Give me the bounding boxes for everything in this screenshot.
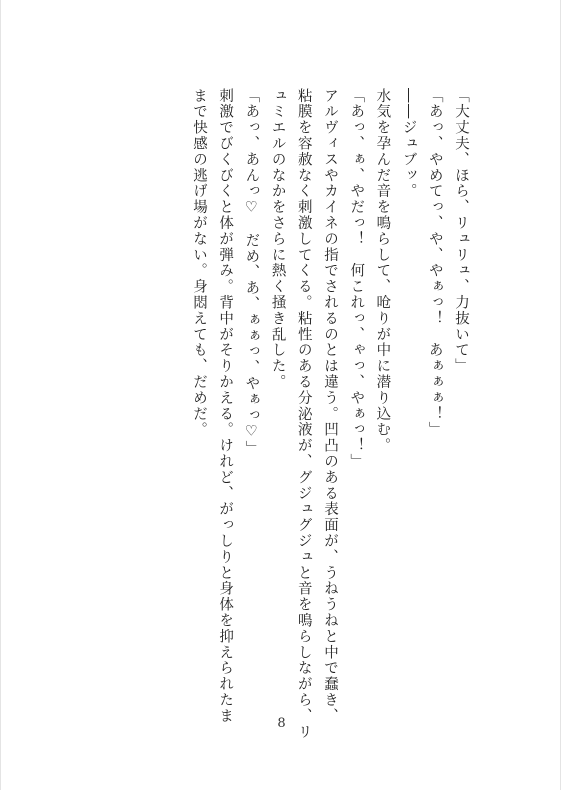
text-line: アルヴィスやカイネの指でされるのとは違う。凹凸のある表面が、うねうねと中で蠢き、 [321, 88, 338, 724]
text-line: ュミエルのなかをさらに熱く掻き乱した。 [269, 88, 286, 391]
text-line: まで快感の逃げ場がない。身悶えても、だめだ。 [190, 88, 207, 438]
text-line: 「大丈夫、ほら、リュリュ、力抜いて」 [453, 88, 469, 375]
text-line: 「あっ、やめてっ、や、やぁっ！ あぁぁぁ！」 [426, 88, 443, 438]
text-line: 粘膜を容赦なく刺激してくる。粘性のある分泌液が、グジュグジュと音を鳴らしながら、リ [295, 88, 312, 740]
text-line: 「あっ、あんっ♡ だめ、あ、ぁぁっ、やぁっ♡」 [243, 88, 260, 457]
text-line: 刺激でびくびくと体が弾み。背中がそりかえる。けれど、がっしりと身体を抑えられたま [217, 88, 234, 724]
text-line: 「あっ、ぁ、やだっ！ 何これっ、ゃっ、やぁっ！」 [348, 88, 365, 470]
vertical-text-body [186, 88, 474, 740]
text-line: ――ジュブッ。 [400, 88, 417, 200]
page-number: 8 [277, 716, 286, 731]
text-line: 水気を孕んだ音を鳴らして、呛りが中に潜り込む。 [374, 88, 391, 454]
